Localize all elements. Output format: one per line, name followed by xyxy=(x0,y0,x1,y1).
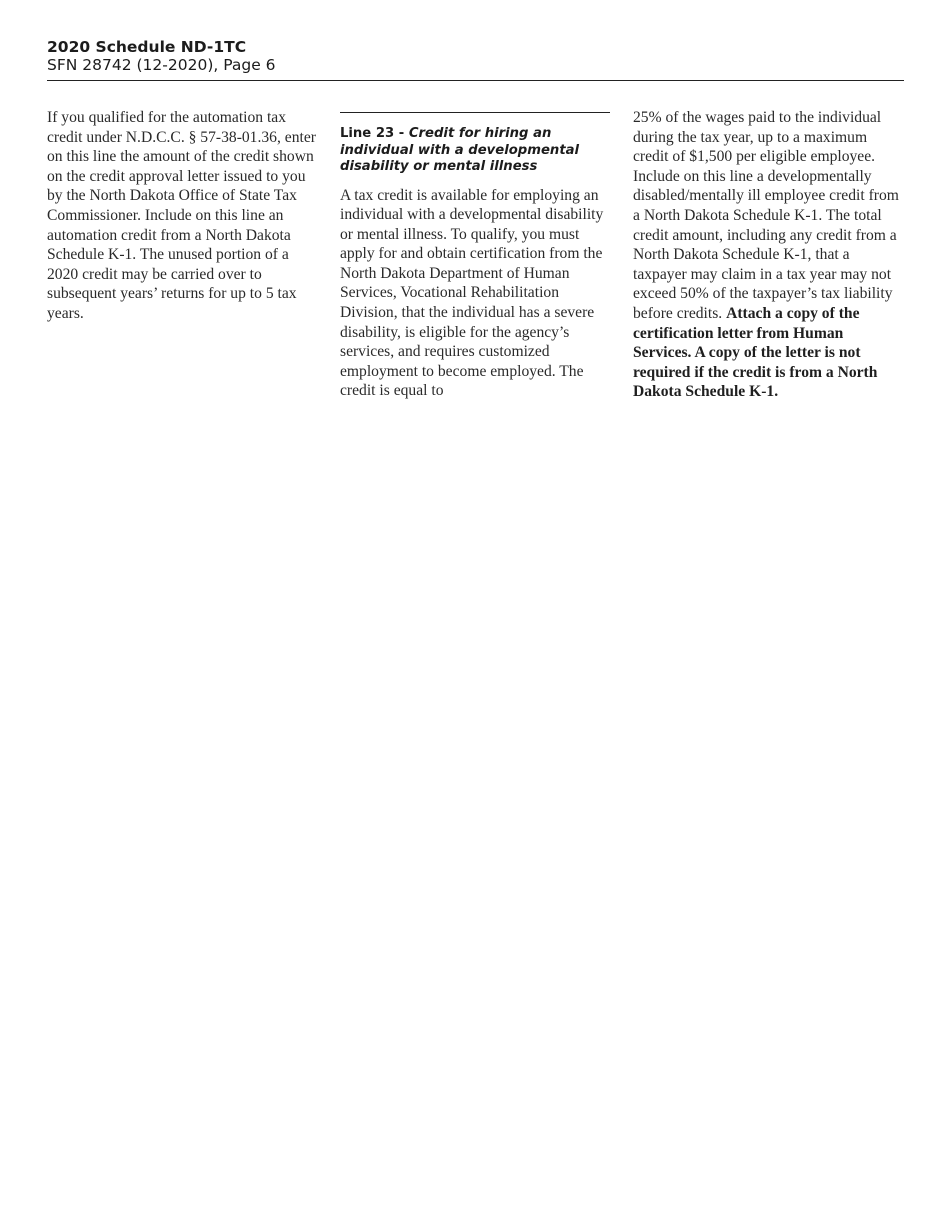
section-divider xyxy=(340,112,610,113)
line-23-heading xyxy=(340,126,610,176)
form-title: 2020 Schedule ND-1TC xyxy=(47,38,247,56)
page-header xyxy=(47,38,904,81)
line-23-continued-text: 25% of the wages paid to the individual during the tax year, up to a maximum credit of $1,500 per eligible employee. Include on this line a developmentally disabled/mentally ill employee credit from a North Dakota Schedule K-1. The total credit amount, including any credit from a North Dakota Schedule K-1, that a taxpayer may claim in a tax year may not exceed 50% of the taxpayer’s tax liability before credits. xyxy=(633,109,899,322)
line-23-label: Line 23 - xyxy=(340,126,409,141)
form-subtitle: SFN 28742 (12-2020), Page 6 xyxy=(47,56,276,74)
automation-credit-paragraph: If you qualified for the automation tax credit under N.D.C.C. § 57-38-01.36, enter on this line the amount of the credit shown on the credit approval letter issued to you by the North Dakota Office of State Tax Commissioner. Include on this line an automation credit from a North Dakota Schedule K-1. The unused portion of a 2020 credit may be carried over to subsequent years’ returns for up to 5 tax years. xyxy=(47,109,316,322)
line-23-continued-paragraph xyxy=(633,108,903,402)
column-3 xyxy=(633,108,903,402)
line-23-paragraph: A tax credit is available for employing an individual with a developmental disability or mental illness. To qualify, you must apply for and obtain certification from the North Dakota Department of Human Services, Vocational Rehabilitation Division, that the individual has a severe disability, is eligible for the agency’s services, and requires customized employment to become employed. The credit is equal to xyxy=(340,186,604,400)
column-2 xyxy=(340,108,610,401)
line-23-title: Credit for hiring an individual with a developmental disability or mental illness xyxy=(340,126,580,174)
attachment-instruction: Attach a copy of the certification letter from Human Services. A copy of the letter is not required if the credit is from a North Dakota Schedule K-1. xyxy=(633,304,878,401)
column-1 xyxy=(47,108,319,324)
